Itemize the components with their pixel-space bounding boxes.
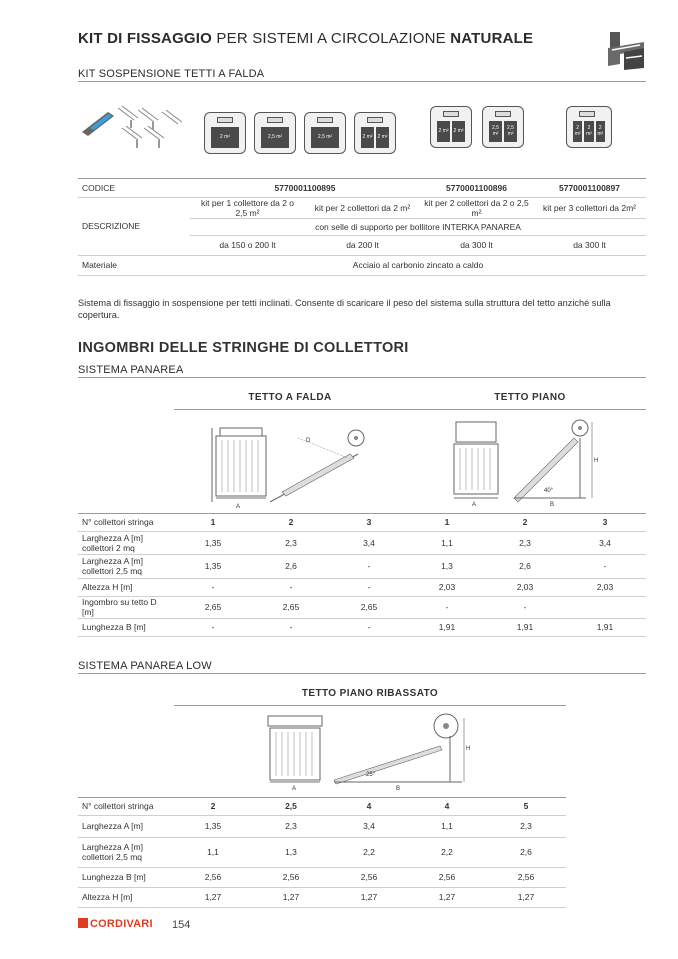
svg-text:H: H (594, 458, 599, 464)
tank-label (443, 111, 459, 117)
svg-text:40°: 40° (544, 488, 554, 494)
page-number: 154 (172, 919, 191, 931)
table-row: Lunghezza B [m] 2,56 2,56 2,56 2,56 2,56 (78, 867, 566, 887)
kit-icon-6: 2,5 m² 2,5 m² (482, 106, 524, 148)
table-row: Ingombro su tetto D [m] 2,65 2,65 2,65 - - (78, 596, 646, 618)
kit-subtitle: KIT SOSPENSIONE TETTI A FALDA (78, 68, 265, 80)
table-row: Larghezza A [m] collettori 2,5 mq 1,1 1,3 2,2 2,2 2,6 (78, 837, 566, 867)
table-row: DESCRIZIONE kit per 1 collettore da 2 o 2,5 m² kit per 2 collettori da 2 m² kit per 2 collettori da 2 o 2,5 m² kit per 3 collettori da 2m² (78, 197, 646, 218)
svg-text:B: B (396, 786, 401, 792)
tetto-falda-diagram (208, 418, 378, 510)
title-light: PER SISTEMI A CIRCOLAZIONE (216, 30, 446, 47)
col-tetto-piano: TETTO PIANO (494, 392, 566, 403)
svg-text:A: A (472, 502, 477, 508)
table-row: da 150 o 200 lt da 200 lt da 300 lt da 300 lt (78, 235, 646, 255)
panarea-subtitle: SISTEMA PANAREA (78, 364, 184, 376)
kit-icon-2: 2,5 m² (254, 112, 296, 154)
divider (78, 81, 646, 82)
kit-icon-4: 2 m² 2 m² (354, 112, 396, 154)
tank-label (317, 117, 333, 123)
table-row: CODICE 5770001100895 5770001100896 5770001100897 (78, 179, 646, 197)
title-bold-2: NATURALE (450, 30, 534, 47)
panarea-table (78, 514, 646, 637)
svg-text:D: D (306, 438, 311, 444)
tank-label (267, 117, 283, 123)
table-row: Larghezza A [m] collettori 2,5 mq 1,35 2,6 - 1,3 2,6 - (78, 554, 646, 578)
table-row: Altezza H [m] 1,27 1,27 1,27 1,27 1,27 (78, 887, 566, 907)
table-row: Larghezza A [m] collettori 2 mq 1,35 2,3 3,4 1,1 2,3 3,4 (78, 531, 646, 554)
panarea-low-table (78, 798, 566, 908)
section-title: INGOMBRI DELLE STRINGHE DI COLLETTORI (78, 340, 409, 356)
table-row: Larghezza A [m] 1,35 2,3 3,4 1,1 2,3 (78, 815, 566, 837)
kit-icon-3: 2,5 m² (304, 112, 346, 154)
kit-table (78, 179, 646, 276)
tetto-piano-diagram (446, 412, 606, 510)
kit-icon-5: 2 m² 2 m² (430, 106, 472, 148)
table-row: Lunghezza B [m] - - - 1,91 1,91 1,91 (78, 618, 646, 636)
svg-text:25°: 25° (366, 772, 376, 778)
panarea-low-subtitle: SISTEMA PANAREA LOW (78, 660, 212, 672)
kit-brackets-illustration (78, 98, 188, 158)
col-tetto-piano-ribassato: TETTO PIANO RIBASSATO (301, 688, 439, 699)
tank-label (217, 117, 233, 123)
table-row: Materiale Acciaio al carbonio zincato a caldo (78, 255, 646, 275)
tank-label (579, 111, 595, 117)
title-bold-1: KIT DI FISSAGGIO (78, 30, 213, 47)
table-row: N° collettori stringa 2 2,5 4 4 5 (78, 798, 566, 815)
table-row: N° collettori stringa 1 2 3 1 2 3 (78, 514, 646, 531)
tank-label (495, 111, 511, 117)
svg-text:H: H (466, 746, 471, 752)
table-row: con selle di supporto per bollitore INTERKA PANAREA (78, 218, 646, 235)
bracket-icon (606, 28, 646, 70)
logo-mark-icon (78, 918, 88, 928)
svg-text:A: A (236, 504, 241, 510)
kit-icon-1: 2 m² (204, 112, 246, 154)
tank-label (367, 117, 383, 123)
svg-text:A: A (292, 786, 297, 792)
tetto-piano-ribassato-diagram (262, 710, 482, 794)
table-row: Altezza H [m] - - - 2,03 2,03 2,03 (78, 578, 646, 596)
description-text: Sistema di fissaggio in sospensione per tetti inclinati. Consente di scaricare il peso del sistema sulla struttura del tetto anziché sulla copertura. (78, 298, 611, 320)
kit-icon-7: 2 m² 2 m² 2 m² (566, 106, 612, 148)
svg-text:B: B (550, 502, 555, 508)
cordivari-logo: CORDIVARI (78, 918, 153, 930)
page-title (78, 30, 533, 47)
col-tetto-falda: TETTO A FALDA (248, 392, 332, 403)
